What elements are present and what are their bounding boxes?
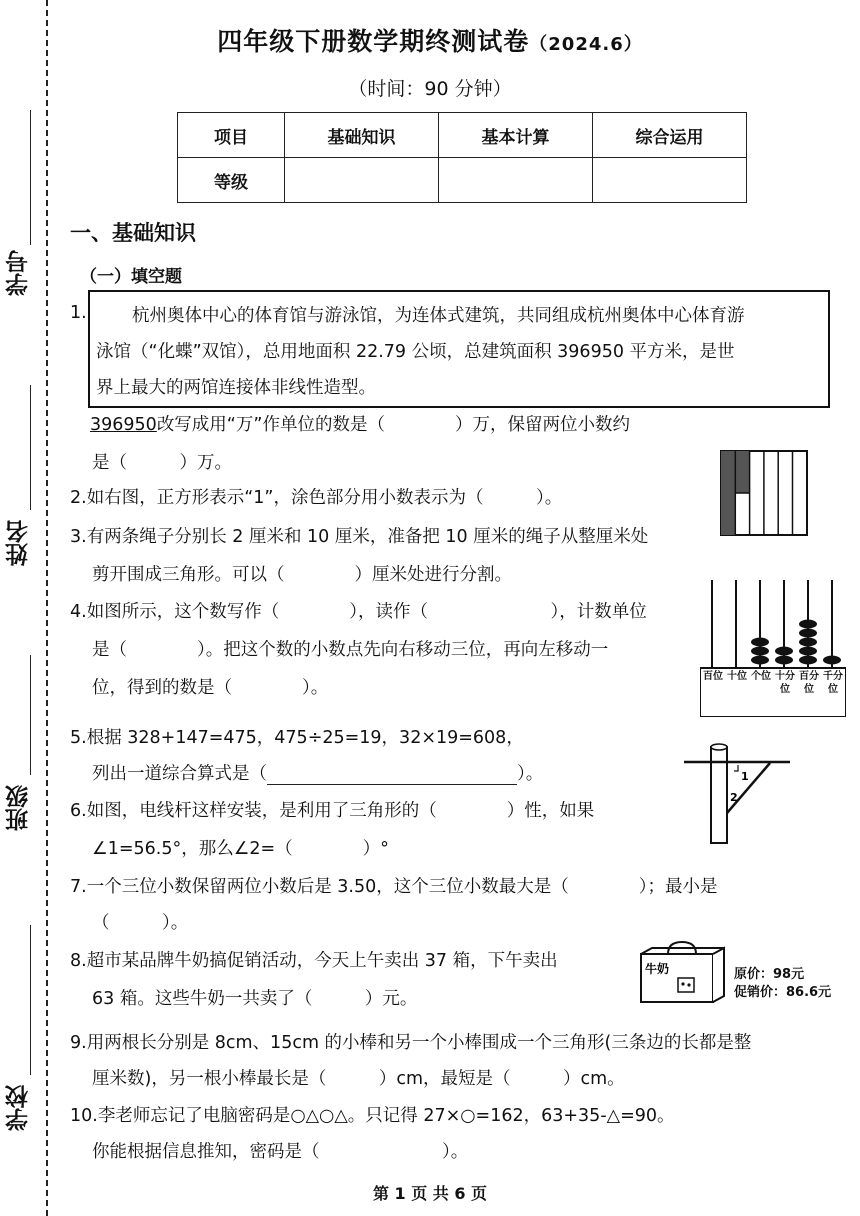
- sale-price-label: 促销价：: [734, 985, 787, 1000]
- abacus-bead: [799, 620, 817, 629]
- question-text: 5.根据 328+147=475，475÷25=19，32×19=608，: [70, 728, 524, 748]
- class-line: [30, 655, 31, 775]
- grade-table-header: 基本计算: [439, 113, 593, 158]
- question-text: 是（ ）。把这个数的小数点先向右移动三位，再向左移动一: [92, 640, 609, 660]
- abacus-label-box: [700, 668, 846, 717]
- abacus-bead: [751, 656, 769, 665]
- grade-cell[interactable]: [593, 158, 747, 203]
- grade-table-header: 基础知识: [285, 113, 439, 158]
- question-text: （ ）。: [92, 913, 189, 933]
- q1-line: 396950改写成用“万”作单位的数是（ ）万，保留两位小数约: [90, 415, 630, 435]
- question-text: 63 箱。这些牛奶一共卖了（ ）元。: [92, 989, 418, 1009]
- question-text: 2.如右图，正方形表示“1”，涂色部分用小数表示为（ ）。: [70, 488, 563, 508]
- question-number: 1.: [70, 303, 87, 323]
- grade-table: [177, 112, 747, 203]
- school-label: 学校: [6, 1085, 32, 1131]
- grade-cell[interactable]: [439, 158, 593, 203]
- abacus-figure: [700, 574, 846, 718]
- milk-box-label: 牛奶: [645, 962, 670, 976]
- question-text: 剪开围成三角形。可以（ ）厘米处进行分割。: [92, 565, 512, 585]
- grade-table-header: 项目: [178, 113, 285, 158]
- passage-line: 界上最大的两馆连接体非线性造型。: [96, 378, 376, 398]
- sale-price: 86.6元: [786, 985, 832, 1000]
- abacus-bead: [799, 638, 817, 647]
- question-text: 厘米数)，另一根小棒最长是（ ）cm，最短是（ ）cm。: [92, 1069, 625, 1089]
- page-title: 四年级下册数学期终测试卷（2024.6）: [217, 27, 643, 56]
- milk-box-figure: [638, 938, 728, 1006]
- page-footer: 第 1 页 共 6 页: [372, 1184, 488, 1203]
- grade-row-label: 等级: [178, 158, 285, 203]
- original-price: 98元: [773, 967, 805, 982]
- section-heading: 一、基础知识: [70, 221, 196, 245]
- question-text: ∠1=56.5°，那么∠2=（ ）°: [92, 839, 389, 859]
- binding-dashed-line: [46, 0, 48, 1216]
- exam-time: （时间：90 分钟）: [348, 78, 512, 100]
- original-price-label: 原价：: [734, 967, 774, 982]
- question-text: 9.用两根长分别是 8cm、15cm 的小棒和另一个小棒围成一个三角形(三条边的长都是整: [70, 1033, 752, 1053]
- question-text: 列出一道综合算式是（ ）。: [92, 764, 544, 784]
- passage-line: 泳馆（“化蝶”双馆），总用地面积 22.79 公顷，总建筑面积 396950 平方米，是世: [96, 342, 735, 362]
- abacus-bead: [751, 647, 769, 656]
- abacus-label: 千分位: [823, 671, 843, 695]
- passage-line: 杭州奥体中心的体育馆与游泳馆，为连体式建筑，共同组成杭州奥体中心体育游: [132, 306, 745, 326]
- question-text: 位，得到的数是（ ）。: [92, 678, 329, 698]
- abacus-label: 十分位: [775, 671, 795, 695]
- question-text: 7.一个三位小数保留两位小数后是 3.50，这个三位小数最大是（ ）；最小是: [70, 877, 718, 897]
- decimal-square-figure: [720, 450, 810, 538]
- class-label: 班级: [6, 785, 32, 831]
- answer-blank[interactable]: [267, 766, 517, 785]
- question-text: 你能根据信息推知，密码是（ ）。: [92, 1142, 469, 1162]
- abacus-bead: [751, 638, 769, 647]
- abacus-rods: [700, 574, 846, 670]
- abacus-label: 百位: [703, 671, 723, 682]
- angle-1-label: 1: [741, 770, 749, 783]
- question-text: 6.如图，电线杆这样安装，是利用了三角形的（ ）性，如果: [70, 801, 595, 821]
- question-text: 8.超市某品牌牛奶搞促销活动，今天上午卖出 37 箱，下午卖出: [70, 951, 558, 971]
- milk-price-tag: [734, 966, 831, 1002]
- angle-2-label: 2: [730, 791, 738, 804]
- student-id-label: 学号: [6, 250, 32, 296]
- abacus-label: 十位: [727, 671, 747, 682]
- subsection-heading: （一）填空题: [80, 267, 182, 287]
- school-line: [30, 925, 31, 1075]
- grade-cell[interactable]: [285, 158, 439, 203]
- q1-passage-box: [88, 290, 830, 408]
- name-label: 姓名: [6, 520, 32, 566]
- grade-table-header: 综合运用: [593, 113, 747, 158]
- abacus-bead: [799, 656, 817, 665]
- abacus-label: 个位: [751, 671, 771, 682]
- name-line: [30, 385, 31, 510]
- utility-pole-figure: [684, 735, 800, 845]
- underlined-number: 396950: [90, 415, 157, 435]
- exam-date: （2024.6）: [529, 34, 643, 55]
- question-text: 10.李老师忘记了电脑密码是○△○△。只记得 27×○=162，63+35-△=90。: [70, 1106, 675, 1126]
- abacus-bead: [775, 656, 793, 665]
- question-text: 3.有两条绳子分别长 2 厘米和 10 厘米，准备把 10 厘米的绳子从整厘米处: [70, 527, 649, 547]
- student-id-line: [30, 110, 31, 245]
- question-text: 4.如图所示，这个数写作（ ），读作（ ），计数单位: [70, 602, 647, 622]
- q1-line: 是（ ）万。: [92, 453, 232, 473]
- abacus-bead: [775, 647, 793, 656]
- abacus-bead: [799, 647, 817, 656]
- abacus-bead: [823, 656, 841, 665]
- abacus-bead: [799, 629, 817, 638]
- abacus-label: 百分位: [799, 671, 819, 695]
